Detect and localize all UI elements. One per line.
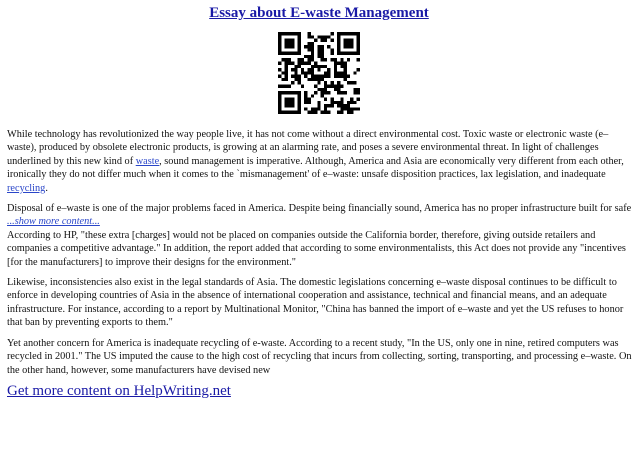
title-link[interactable]: Essay about E-waste Management (209, 5, 429, 21)
paragraph-3: According to HP, "these extra [charges] would not be placed on companies outside the California border, therefore, giving outside retailers and companies a competitive advantage." In addition, the report added that according to some environmentalists, this Act does not provide any "incentives [for the manufacturers] to improve their designs for the environment." (7, 229, 626, 268)
waste-link[interactable]: waste (135, 155, 160, 167)
show-more-link[interactable]: ...show more content... (7, 216, 100, 228)
page-title (0, 5, 638, 22)
get-more-content-link[interactable]: Get more content on HelpWriting.net (7, 383, 231, 399)
qr-code-icon (278, 32, 360, 114)
paragraph-5: Yet another concern for America is inadequate recycling of e-waste. According to a recent study, "In the US, only one in nine, retired computers was recycled in 2001." The US imputed the cause to the high cost of recycling that incurs from collecting, sorting, transporting, and processing e–waste. On the other hand, however, some manufacturers have devised new (7, 337, 632, 376)
recycling-link[interactable]: recycling (7, 182, 46, 194)
paragraph-2: Disposal of e–waste is one of the major problems faced in America. Despite being financially sound, America has no proper infrastructure built for safe ...show more content... (7, 203, 632, 228)
paragraph-1: While technology has revolutionized the way people live, it has not come without a direct environmental cost. Toxic waste or electronic waste (e–waste), produced by obsolete electronic products, is growing at an alarming rate, and poses a severe environmental threat. In light of challenges underlined by this new kind of waste, sound management is imperative. Although, America and Asia are economically very different from each other, ironically they do not differ much when it comes to the `mismanagement' of e–waste: unsafe disposition practices, lax legislation, and inadequate recycling. (7, 129, 624, 194)
paragraph-4: Likewise, inconsistencies also exist in the legal standards of Asia. The domestic legislations concerning e–waste disposal continues to be difficult to enforce in developing countries of Asia in the absence of international cooperation and assistance, technical and financial means, and an adequate infrastructure. For instance, according to a report by Multinational Monitor, "China has banned the import of e–waste and yet the US refuses to honor that ban by preventing exports to them." (7, 277, 624, 329)
essay-body (7, 128, 633, 384)
